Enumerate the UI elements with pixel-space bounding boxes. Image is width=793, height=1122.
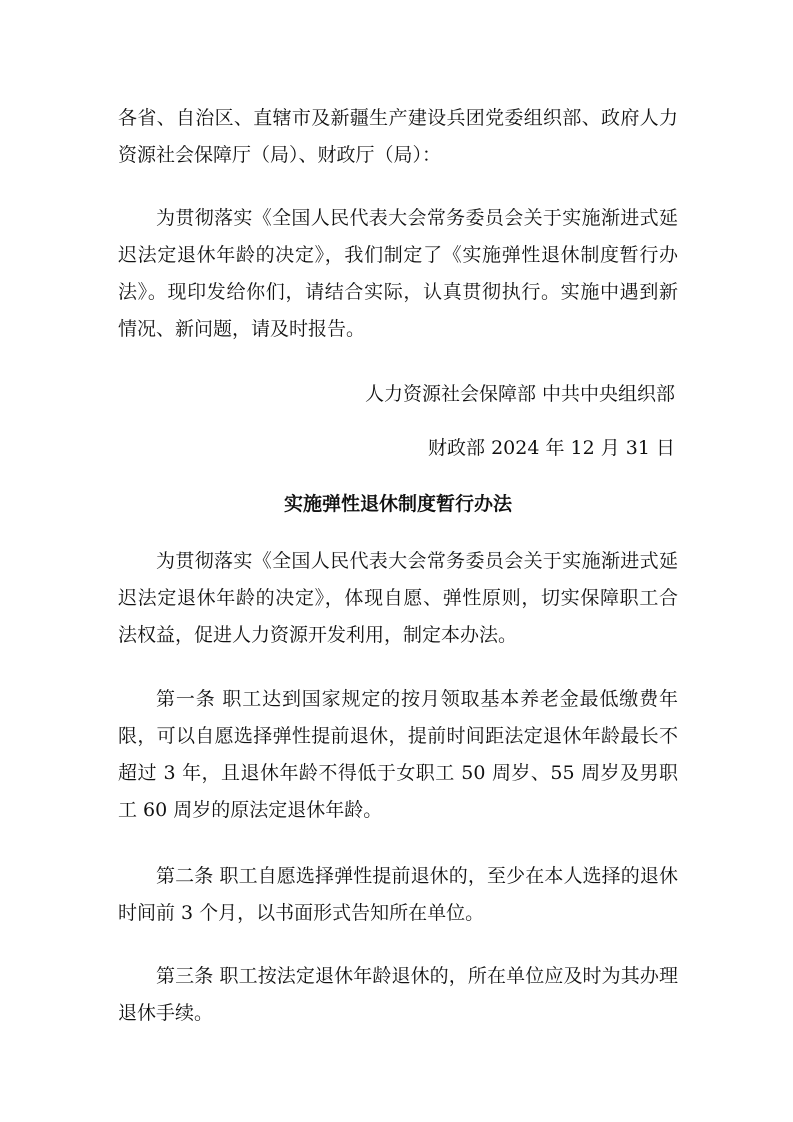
notice-signatories-date: 财政部 2024 年 12 月 31 日	[428, 437, 675, 459]
notice-body: 为贯彻落实《全国人民代表大会常务委员会关于实施渐进式延迟法定退休年龄的决定》，我们制定了《实施弹性退休制度暂行办法》。现印发给你们，请结合实际，认真贯彻执行。实施中遇到新情况、新问题，请及时报告。	[118, 207, 678, 340]
article-2: 第二条 职工自愿选择弹性提前退休的，至少在本人选择的退休时间前 3 个月，以书面形式告知所在单位。	[118, 865, 678, 924]
measures-preamble: 为贯彻落实《全国人民代表大会常务委员会关于实施渐进式延迟法定退休年龄的决定》，体现自愿、弹性原则，切实保障职工合法权益，促进人力资源开发利用，制定本办法。	[118, 550, 678, 646]
article-1: 第一条 职工达到国家规定的按月领取基本养老金最低缴费年限，可以自愿选择弹性提前退休，提前时间距法定退休年龄最长不超过 3 年，且退休年龄不得低于女职工 50 周岁、55 周岁及男职工 60 周岁的原法定退休年龄。	[118, 688, 678, 821]
measures-title: 实施弹性退休制度暂行办法	[283, 493, 512, 515]
article-3: 第三条 职工按法定退休年龄退休的，所在单位应及时为其办理退休手续。	[118, 965, 678, 1024]
notice-addressee: 各省、自治区、直辖市及新疆生产建设兵团党委组织部、政府人力资源社会保障厅（局）、财政厅（局）：	[118, 107, 678, 166]
notice-signatories: 人力资源社会保障部 中共中央组织部	[364, 383, 675, 405]
